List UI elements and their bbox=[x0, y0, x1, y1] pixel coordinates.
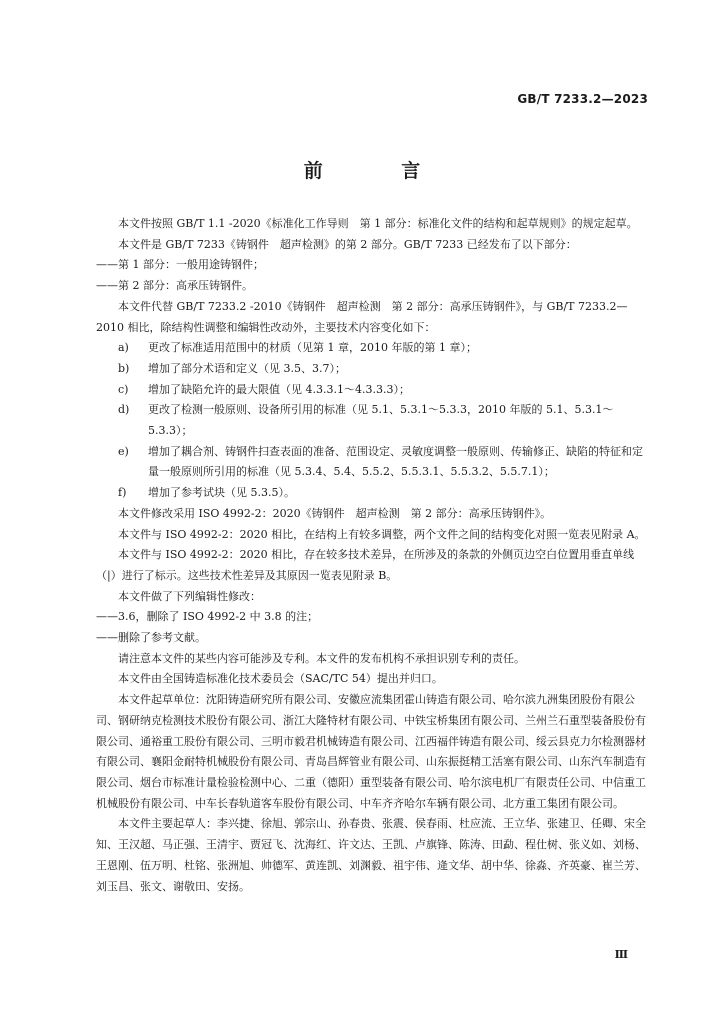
dash-item-editorial-1: ——3.6，删除了 ISO 4992-2 中 3.8 的注； bbox=[96, 610, 319, 624]
dash-item-part-2: ——第 2 部分：高承压铸钢件。 bbox=[96, 279, 253, 293]
paragraph-drafters: 本文件主要起草人：李兴捷、徐旭、郭宗山、孙春贵、张震、侯春雨、杜应流、王立华、张建卫、任卿、宋全知、王汉超、马正强、王清宇、贾冠飞、沈海红、许文达、王凯、卢旗锋、陈涛、田勐、程仕树、张义如、刘杨、王恩刚、伍万明、杜铭、张洲旭、帅德军、黄连凯、刘渊毅、祖宇伟、逄文华、胡中华、徐淼、齐英豪、崔兰芳、刘玉昌、张文、谢敬田、安扬。 bbox=[96, 817, 646, 893]
change-list-item bbox=[96, 380, 650, 401]
list-marker: e) bbox=[118, 444, 129, 458]
change-list-item bbox=[96, 359, 650, 380]
paragraph-proposer: 本文件由全国铸造标准化技术委员会（SAC/TC 54）提出并归口。 bbox=[118, 672, 443, 686]
list-item-text: 增加了参考试块（见 5.3.5）。 bbox=[148, 486, 295, 500]
change-list-item bbox=[96, 483, 650, 504]
list-marker: f) bbox=[118, 486, 127, 500]
page-title: 前 言 bbox=[303, 160, 457, 182]
page-number: Ⅲ bbox=[614, 948, 628, 961]
list-item-text: 增加了缺陷允许的最大限值（见 4.3.3.1～4.3.3.3）； bbox=[148, 382, 410, 396]
paragraph-replaces: 本文件代替 GB/T 7233.2 -2010《铸钢件 超声检测 第 2 部分：高承压铸钢件》，与 GB/T 7233.2—2010 相比，除结构性调整和编辑性改动外，主要技术内容变化如下： bbox=[96, 299, 628, 334]
list-item-text: 更改了检测一般原则、设备所引用的标准（见 5.1、5.3.1～5.3.3，2010 年版的 5.1、5.3.1～5.3.3）； bbox=[148, 403, 614, 438]
list-marker: a) bbox=[118, 341, 129, 355]
document-body bbox=[96, 214, 650, 897]
paragraph-series-parts: 本文件是 GB/T 7233《铸钢件 超声检测》的第 2 部分。GB/T 7233 已经发布了以下部分： bbox=[118, 237, 577, 251]
dash-item-editorial-2: ——删除了参考文献。 bbox=[96, 631, 206, 645]
change-list-item bbox=[96, 442, 650, 483]
list-item-text: 增加了部分术语和定义（见 3.5、3.7）； bbox=[148, 361, 346, 375]
paragraph-drafting-organizations: 本文件起草单位：沈阳铸造研究所有限公司、安徽应流集团霍山铸造有限公司、哈尔滨九洲集团股份有限公司、钢研纳克检测技术股份有限公司、浙江大隆特材有限公司、中铁宝桥集团有限公司、兰州兰石重型装备股份有限公司、通裕重工股份有限公司、三明市毅君机械铸造有限公司、江西福伴铸造有限公司、绥云县克力尔检测器材有限公司、襄阳金耐特机械股份有限公司、青岛昌辉管业有限公司、山东振挺精工活塞有限公司、山东汽车制造有限公司、烟台市标准计量检验检测中心、二重（德阳）重型装备有限公司、哈尔滨电机厂有限责任公司、中信重工机械股份有限公司、中车长春轨道客车股份有限公司、中车齐齐哈尔车辆有限公司、北方重工集团有限公司。 bbox=[96, 693, 646, 810]
list-marker: b) bbox=[118, 361, 130, 375]
paragraph-structure-changes: 本文件与 ISO 4992-2：2020 相比，在结构上有较多调整，两个文件之间的结构变化对照一览表见附录 A。 bbox=[118, 527, 646, 541]
list-marker: d) bbox=[118, 403, 130, 417]
dash-item-part-1: ——第 1 部分：一般用途铸钢件； bbox=[96, 258, 264, 272]
paragraph-technical-differences: 本文件与 ISO 4992-2：2020 相比，存在较多技术差异，在所涉及的条款的外侧页边空白位置用垂直单线（|）进行了标示。这些技术性差异及其原因一览表见附录 B。 bbox=[96, 548, 635, 582]
paragraph-patent-notice: 请注意本文件的某些内容可能涉及专利。本文件的发布机构不承担识别专利的责任。 bbox=[118, 651, 525, 665]
list-marker: c) bbox=[118, 382, 129, 396]
paragraph-editorial-changes: 本文件做了下列编辑性修改： bbox=[118, 589, 261, 603]
paragraph-modified-adoption: 本文件修改采用 ISO 4992-2：2020《铸钢件 超声检测 第 2 部分：高承压铸钢件》。 bbox=[118, 506, 552, 520]
change-list-item bbox=[96, 338, 650, 359]
list-item-text: 增加了耦合剂、铸钢件扫查表面的准备、范围设定、灵敏度调整一般原则、传输修正、缺陷的特征和定量一般原则所引用的标准（见 5.3.4、5.4、5.5.2、5.5.3.1、5.5.3.2、5.5.7.1）； bbox=[148, 444, 643, 479]
paragraph-drafting-rules: 本文件按照 GB/T 1.1 -2020《标准化工作导则 第 1 部分：标准化文件的结构和起草规则》的规定起草。 bbox=[118, 217, 638, 230]
list-item-text: 更改了标准适用范围中的材质（见第 1 章，2010 年版的第 1 章）； bbox=[148, 341, 477, 355]
change-list-item bbox=[96, 400, 650, 441]
standard-code-header: GB/T 7233.2—2023 bbox=[517, 92, 648, 106]
